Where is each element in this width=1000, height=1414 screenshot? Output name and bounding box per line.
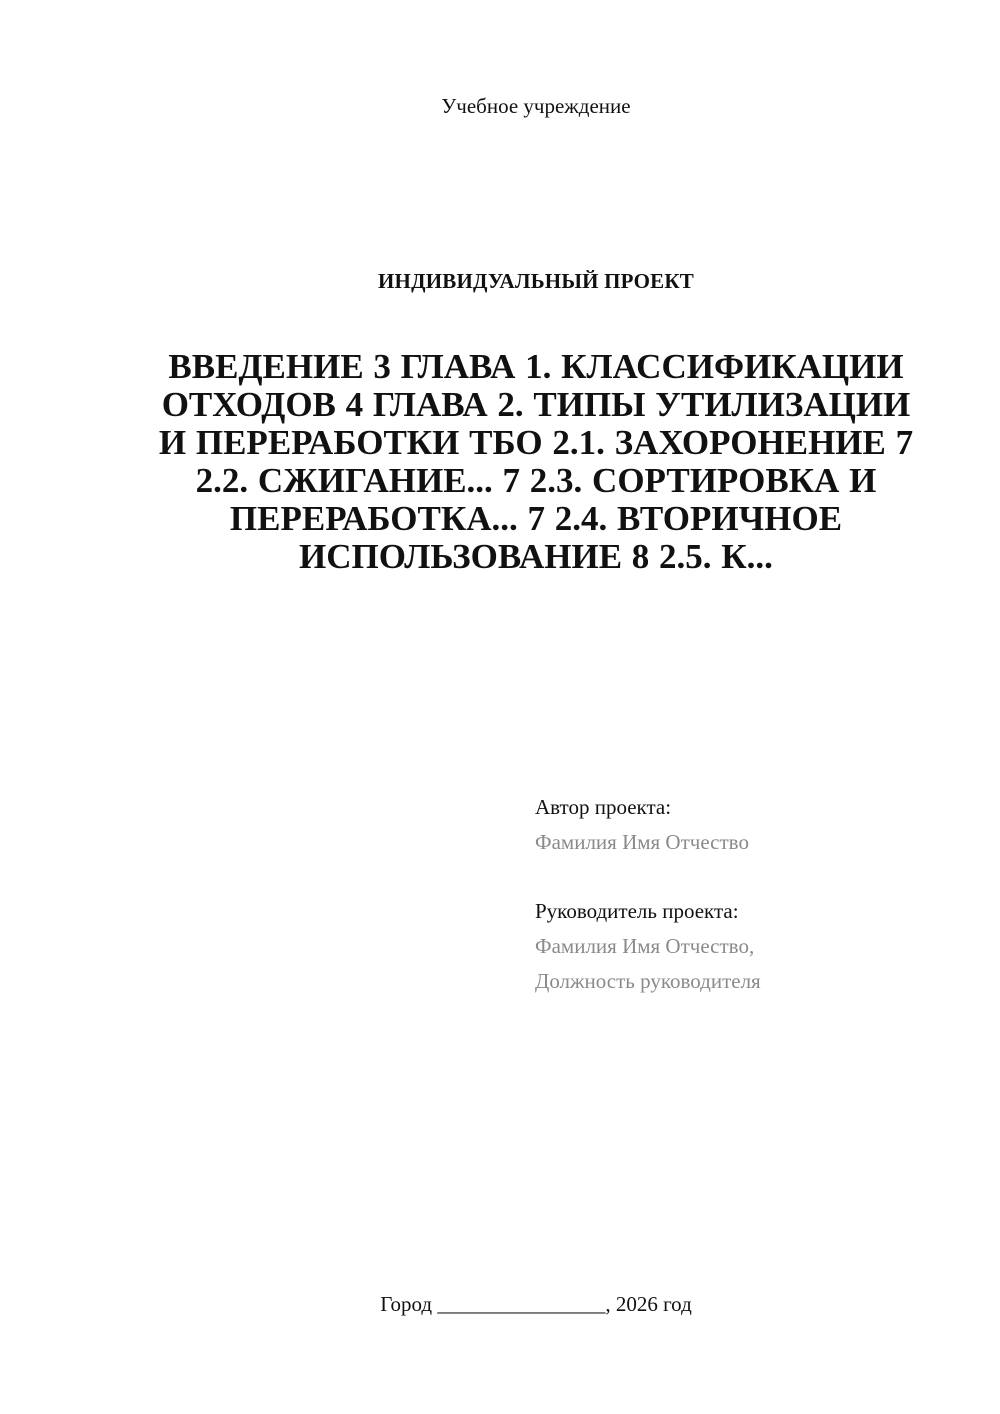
document-type-heading: ИНДИВИДУАЛЬНЫЙ ПРОЕКТ [378, 269, 694, 293]
institution-name: Учебное учреждение [441, 94, 631, 118]
city-year-line: Город ________________, 2026 год [380, 1292, 692, 1316]
author-name: Фамилия Имя Отчество [535, 830, 749, 854]
supervisor-position: Должность руководителя [535, 969, 761, 993]
supervisor-name: Фамилия Имя Отчество, [535, 934, 755, 958]
supervisor-block [535, 894, 975, 999]
supervisor-label: Руководитель проекта: [535, 899, 739, 923]
author-block [535, 790, 975, 860]
author-label: Автор проекта: [535, 795, 672, 819]
project-title: ВВЕДЕНИЕ 3 ГЛАВА 1. КЛАССИФИКАЦИИ ОТХОДОВ 4 ГЛАВА 2. ТИПЫ УТИЛИЗАЦИИ И ПЕРЕРАБОТКИ ТБО 2.1. ЗАХОРОНЕНИЕ 7 2.2. СЖИГАНИЕ... 7 2.3. СОРТИРОВКА И ПЕРЕРАБОТКА... 7 2.4. ВТОРИЧНОЕ ИСПОЛЬЗОВАНИЕ 8 2.5. К... [158, 347, 914, 576]
